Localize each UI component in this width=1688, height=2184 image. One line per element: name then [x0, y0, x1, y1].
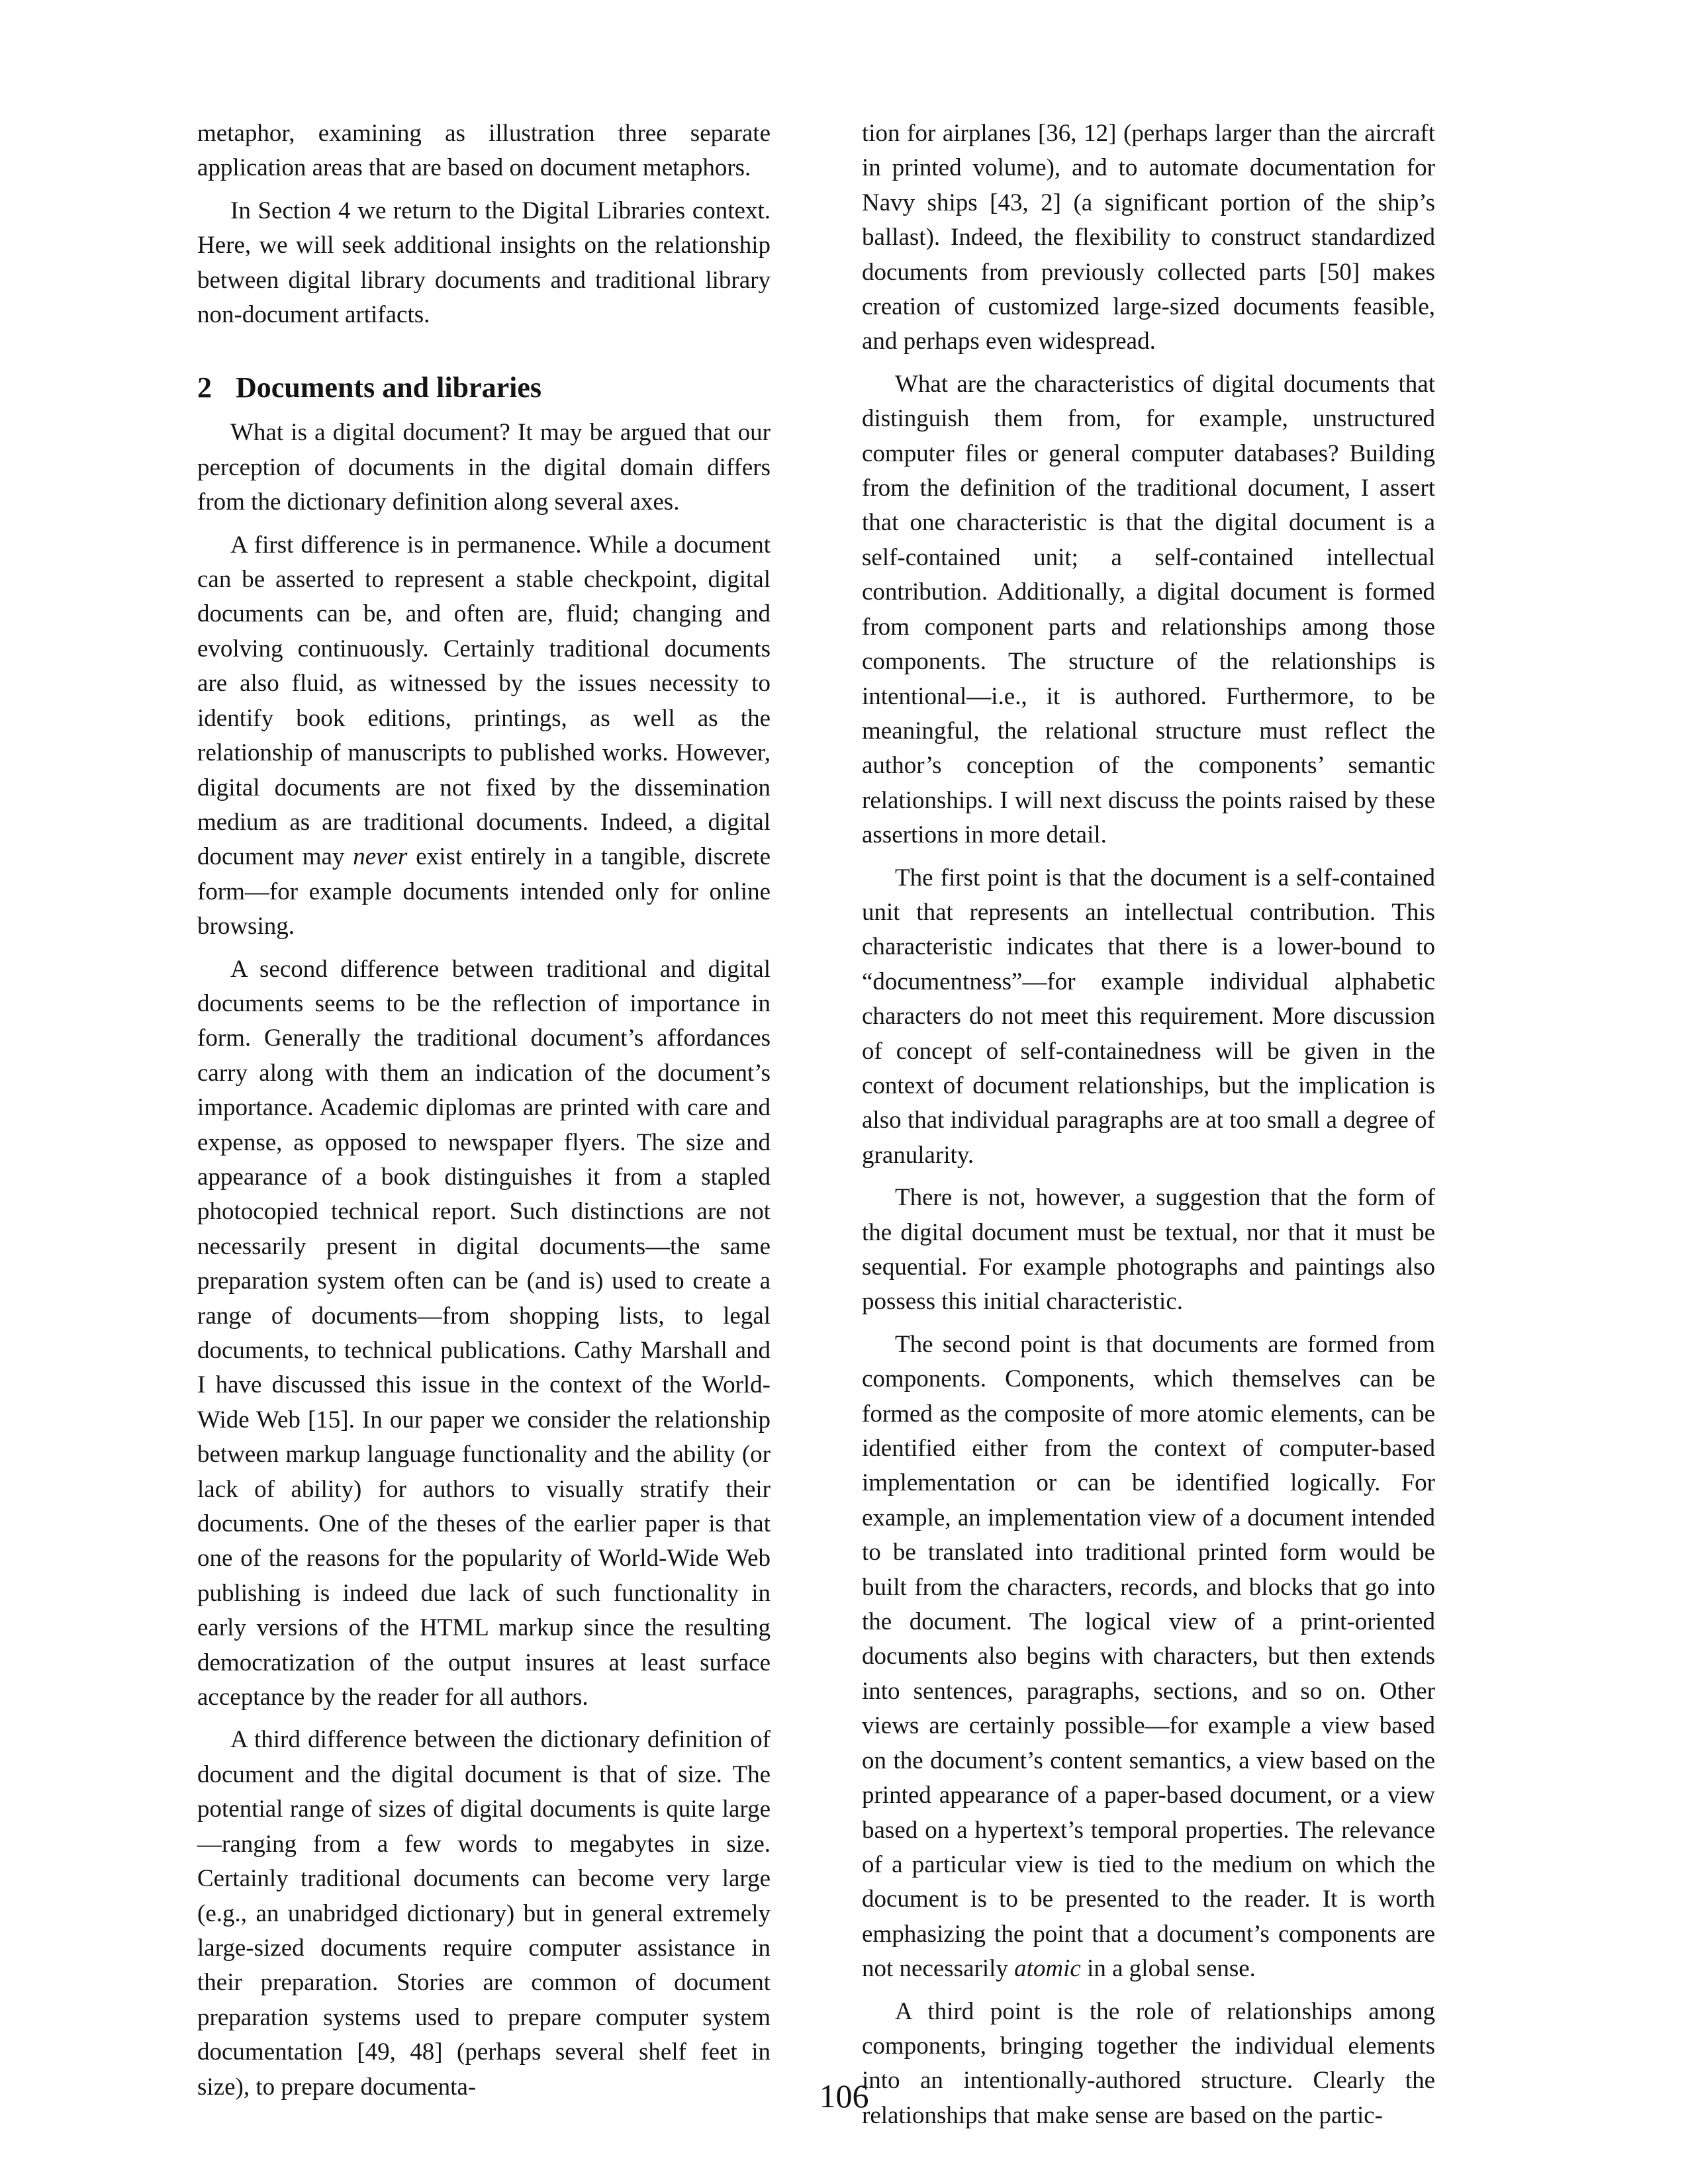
- paragraph-what-is-digital-document: What is a digital document? It may be argued that our perception of documents in the digital domain differs from the dictionary definition along several axes.: [197, 419, 771, 516]
- section-title: Documents and libraries: [236, 371, 541, 404]
- text-run: exist entirely in a tangible, discrete form—for example documents intended only for online browsing.: [197, 843, 771, 940]
- paragraph-section-4-preview: In Section 4 we return to the Digital Libraries context. Here, we will seek additional insights on the relationship between digital library documents and traditional library non-document artifacts.: [197, 197, 771, 329]
- paragraph-first-difference: [197, 528, 771, 944]
- paragraph-third-point: A third point is the role of relationships among components, bringing together the individual elements into an intentionally-authored structure. Clearly the relationships that make sense are based on the partic-: [862, 1997, 1435, 2129]
- paragraph-intro-continued: metaphor, examining as illustration three separate application areas that are based on document metaphors.: [197, 120, 771, 182]
- paragraph-second-point: [862, 1328, 1435, 1987]
- paragraph-characteristics: What are the characteristics of digital documents that distinguish them from, for example, unstructured computer files or general computer databases? Building from the definition of the traditional document, I assert that one characteristic is that the digital document is a self-contained unit; a self-contained intellectual contribution. Additionally, a digital document is formed from component parts and relationships among those components. The structure of the relationships is intentional—i.e., it is authored. Furthermore, to be meaningful, the relational structure must reflect the author’s conception of the components’ semantic relationships. I will next discuss the points raised by these assertions in more detail.: [862, 370, 1435, 849]
- paragraph-second-difference: A second difference between traditional and digital documents seems to be the reflection of importance in form. Generally the traditional document’s affordances carry along with them an indication of the document’s importance. Academic diplomas are printed with care and expense, as opposed to newspaper flyers. The size and appearance of a book distinguishes it from a stapled photocopied technical report. Such distinctions are not necessarily present in digital documents—the same preparation system often can be (and is) used to create a range of documents—from shopping lists, to legal documents, to technical publications. Cathy Marshall and I have discussed this issue in the context of the World-Wide Web [15]. In our paper we consider the relationship between markup language functionality and the ability (or lack of ability) for authors to visually stratify their documents. One of the theses of the earlier paper is that one of the reasons for the popularity of World-Wide Web publishing is indeed due lack of such functionality in early versions of the HTML markup since the resulting democratization of the output insures at least surface acceptance by the reader for all authors.: [197, 955, 771, 1711]
- emphasis-atomic: atomic: [1014, 1955, 1081, 1983]
- text-run: A first difference is in permanence. While a document can be asserted to represent a stable checkpoint, digital documents can be, and often are, fluid; changing and evolving continuously. Certainly traditional documents are also fluid, as witnessed by the issues necessity to identify book editions, printings, as well as the relationship of manuscripts to published works. However, digital documents are not fixed by the dissemination medium as are traditional documents. Indeed, a digital document may: [197, 531, 771, 871]
- text-run: in a global sense.: [1080, 1955, 1256, 1983]
- section-number: 2: [197, 371, 212, 404]
- section-heading: [197, 369, 771, 406]
- emphasis-never: never: [353, 843, 408, 871]
- left-column: [197, 116, 771, 2113]
- right-column: [862, 116, 1435, 2141]
- paragraph-third-difference-continued: tion for airplanes [36, 12] (perhaps larger than the aircraft in printed volume), and to automate documentation for Navy ships [43, 2] (a significant portion of the ship’s ballast). Indeed, the flexibility to construct standardized documents from previously collected parts [50] makes creation of customized large-sized documents feasible, and perhaps even widespread.: [862, 120, 1435, 355]
- paragraph-first-point: The first point is that the document is a self-contained unit that represents an intellectual contribution. This characteristic indicates that there is a lower-bound to “documentness”—for example individual alphabetic characters do not meet this requirement. More discussion of concept of self-containedness will be given in the context of document relationships, but the implication is also that individual paragraphs are at too small a degree of granularity.: [862, 864, 1435, 1169]
- page-number: 106: [819, 2077, 869, 2115]
- text-run: The second point is that documents are formed from components. Components, which themselves can be formed as the composite of more atomic elements, can be identified either from the context of computer-based implementation or can be identified logically. For example, an implementation view of a document intended to be translated into traditional printed form would be built from the characters, records, and blocks that go into the document. The logical view of a print-oriented documents also begins with characters, but then extends into sentences, paragraphs, sections, and so on. Other views are certainly possible—for example a view based on the document’s content semantics, a view based on the printed appearance of a paper-based document, or a view based on a hypertext’s temporal properties. The relevance of a particular view is tied to the medium on which the document is to be presented to the reader. It is worth emphasizing the point that a document’s components are not necessarily: [862, 1330, 1435, 1983]
- paragraph-third-difference: A third difference between the dictionary definition of document and the digital document is that of size. The potential range of sizes of digital documents is quite large—ranging from a few words to megabytes in size. Certainly traditional documents can become very large (e.g., an unabridged dictionary) but in general extremely large-sized documents require computer assistance in their preparation. Stories are common of document preparation systems used to prepare computer system documentation [49, 48] (perhaps several shelf feet in size), to prepare documenta-: [197, 1726, 771, 2101]
- paragraph-not-textual: There is not, however, a suggestion that the form of the digital document must be textual, nor that it must be sequential. For example photographs and paintings also possess this initial characteristic.: [862, 1184, 1435, 1316]
